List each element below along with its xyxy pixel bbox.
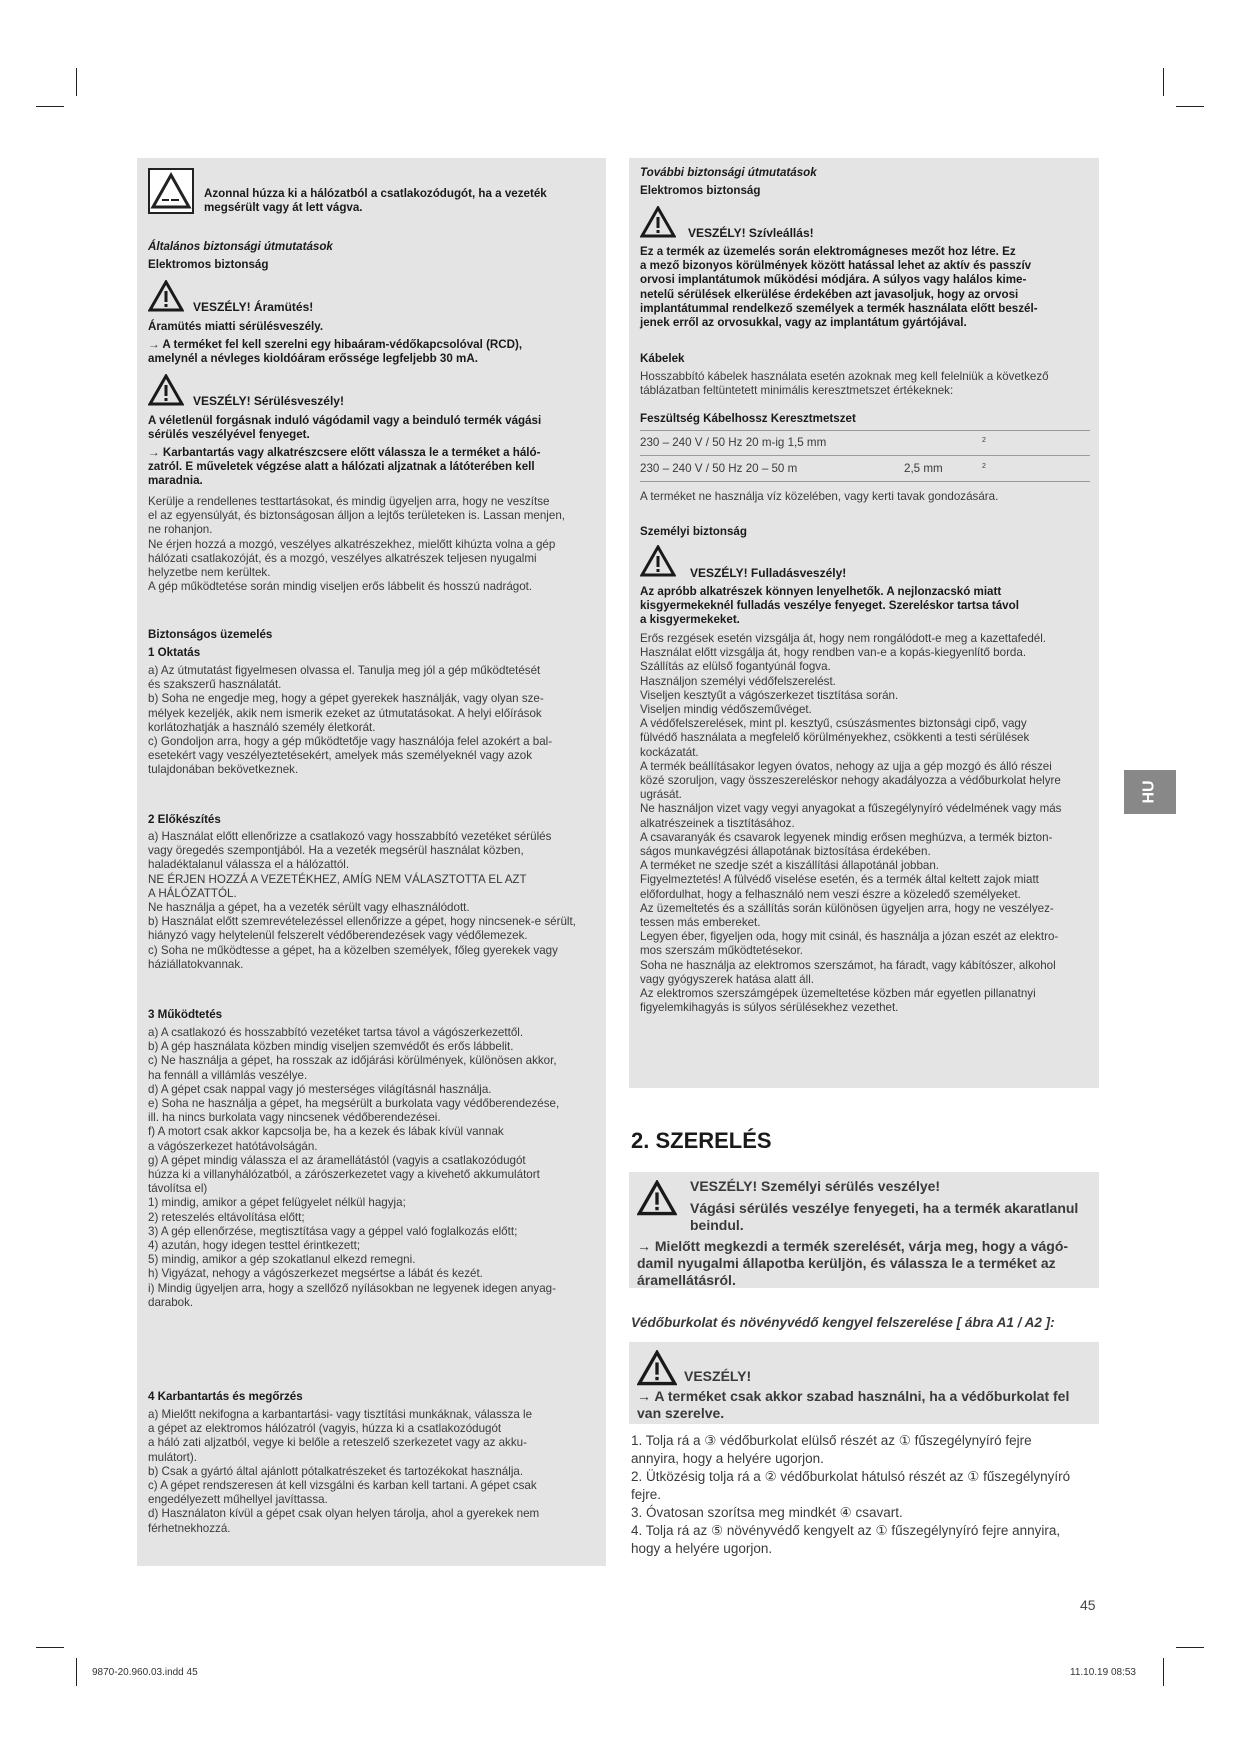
warning-triangle-icon xyxy=(148,374,184,406)
crop-mark xyxy=(1176,1647,1204,1648)
page-number: 45 xyxy=(1080,1597,1096,1613)
table-row-1: 230 – 240 V / 50 Hz 20 m-ig 1,5 mm xyxy=(640,436,827,449)
section-4-heading: 4 Karbantartás és megőrzés xyxy=(148,1390,303,1403)
general-text: Kerülje a rendellenes testtartásokat, és mindig ügyeljen arra, hogy ne veszítse el az egyensúlyát, és biztonságosan álljon a lejtős területeken is. Lassan menjen, ne rohanjon. Ne érjen hozzá a mozgó, veszélyes alkatrészekhez, mielőtt kihúzta volna a gép hálózati csatlakozóját, és a mozgó, veszélyes alkatrészek teljesen nyugalmi helyzetbe nem kerültek. A gép működtetése során mindig viseljen erős lábbelit és hosszú nadrágot. xyxy=(148,495,565,594)
danger-choke-text: Az apróbb alkatrészek könnyen lenyelhetők. A nejlonzacskó miatt kisgyermekeknél fulladás veszélye fenyeget. Szereléskor tartsa távol a kisgyermekeket. xyxy=(640,585,1019,627)
warning-triangle-icon xyxy=(640,206,676,238)
cables-heading: Kábelek xyxy=(640,352,685,365)
section-3-heading: 3 Működtetés xyxy=(148,1008,223,1021)
crop-mark xyxy=(1163,1658,1164,1686)
further-safety-heading: További biztonsági útmutatások xyxy=(640,166,817,179)
warning-triangle-icon xyxy=(637,1180,677,1216)
superscript-2: 2 xyxy=(982,437,986,444)
unplug-warning-icon xyxy=(148,168,194,214)
table-row-2-b: 2,5 mm xyxy=(904,462,943,475)
guard-heading: Védőburkolat és növényvédő kengyel felszerelése [ ábra A1 / A2 ]: xyxy=(631,1315,1055,1330)
section-3-text: a) A csatlakozó és hosszabbító vezetéket tartsa távol a vágószerkezettől. b) A gép használata közben mindig viseljen szemvédőt és erős lábbelit. c) Ne használja a gépet, ha rosszak az időjárási körülmények, különösen akkor, ha fennáll a villámlás veszélye. d) A gépet csak nappal vagy jó mesterséges világításnál használja. e) Soha ne használja a gépet, ha megsérült a burkolata vagy védőberendezése, ill. ha nincs burkolata vagy nincsenek védőberendezései. f) A motort csak akkor kapcsolja be, ha a kezek és lábak kívül vannak a vágószerkezet hatótávolságán. g) A gépet mindig válassza el az áramellátástól (vagyis a csatlakozódugót húzza ki a villanyhálózatból, a zárószerkezetet vagy a kivehető akkumulátort távolítsa el) 1) mindig, amikor a gépet felügyelet nélkül hagyja; 2) reteszelés eltávolítása előtt; 3) A gép ellenőrzése, megtisztítása vagy a géppel való foglalkozás előtt; 4) azután, hogy idegen testtel érintkezett; 5) mindig, amikor a gép szokatlanul elkezd remegni. h) Vigyázat, nehogy a vágószerkezet megsértse a lábát és kezét. i) Mindig ügyeljen arra, hogy a szellőző nyílásokban ne legyenek idegen anyag- darabok. xyxy=(148,1026,560,1309)
table-rule xyxy=(640,430,1090,431)
danger-injury-point: → Karbantartás vagy alkatrészcsere előtt válassza le a terméket a háló- zatról. E műveletek végzése alatt a hálózati aljzatnak a látóterében kell maradnia. xyxy=(148,446,541,488)
danger-shock-title: VESZÉLY! Áramütés! xyxy=(193,300,314,314)
safe-operation-heading: Biztonságos üzemelés xyxy=(148,628,273,641)
warning-triangle-icon xyxy=(637,1350,677,1386)
crop-mark xyxy=(76,1658,77,1686)
guard-danger-point: → A terméket csak akkor szabad használni, ha a védőburkolat fel van szerelve. xyxy=(637,1388,1070,1421)
personal-safety-heading: Személyi biztonság xyxy=(640,525,747,538)
crop-mark xyxy=(36,106,64,107)
danger-heart-title: VESZÉLY! Szívleállás! xyxy=(688,226,814,240)
cables-text: Hosszabbító kábelek használata esetén azoknak meg kell felelniük a következő táblázatban feltüntetett minimális keresztmetszet értékeknek: xyxy=(640,370,1049,398)
assembly-heading: 2. SZERELÉS xyxy=(631,1128,772,1153)
table-row-2-a: 230 – 240 V / 50 Hz 20 – 50 m xyxy=(640,462,798,475)
assembly-danger-title: VESZÉLY! Személyi sérülés veszélye! xyxy=(690,1178,941,1194)
assembly-steps: 1. Tolja rá a ③ védőburkolat elülső részét az ① fűszegélynyíró fejre annyira, hogy a helyére ugorjon. 2. Ütközésig tolja rá a ② védőburkolat hátulsó részét az ① fűszegélynyíró fejre. 3. Óvatosan szorítsa meg mindkét ④ csavart. 4. Tolja rá az ⑤ növényvédő kengyelt az ① fűszegélynyíró fejre annyira, hogy a helyére ugorjon. xyxy=(631,1433,1071,1556)
crop-mark xyxy=(1176,106,1204,107)
section-2-text: a) Használat előtt ellenőrizze a csatlakozó vagy hosszabbító vezetéket sérülés vagy öregedés szempontjából. Ha a vezeték megsérül használat közben, haladéktalanul válassza el a hálózattól. NE ÉRJEN HOZZÁ A VEZETÉKHEZ, AMÍG NEM VÁLASZTOTTA EL AZT A HÁLÓZATTÓL. Ne használja a gépet, ha a vezeték sérült vagy elhasználódott. b) Használat előtt szemrevételezéssel ellenőrizze a gépet, hogy nincsenek-e sérült, hiányzó vagy helytelenül felszerelt védőberendezések vagy védőlemezek. c) Soha ne működtesse a gépet, ha a közelben személyek, főleg gyerekek vagy háziállatokvannak. xyxy=(148,830,576,971)
danger-shock-text: Áramütés miatti sérülésveszély. xyxy=(148,320,324,333)
right-electrical-heading: Elektromos biztonság xyxy=(640,184,761,197)
warning-triangle-icon xyxy=(640,545,676,577)
unplug-warning-text: Azonnal húzza ki a hálózatból a csatlakozódugót, ha a vezeték megsérült vagy át lett vágva. xyxy=(204,187,547,215)
general-safety-heading: Általános biztonsági útmutatások xyxy=(148,240,333,253)
section-1-text: a) Az útmutatást figyelmesen olvassa el. Tanulja meg jól a gép működtetését és szakszerű használatát. b) Soha ne engedje meg, hogy a gépet gyerekek használják, vagy olyan sze- mélyek kezeljék, akik nem ismerik ezeket az útmutatásokat. A helyi előírások korlátozhatják a használó személy életkorát. c) Gondoljon arra, hogy a gép működtetője vagy használója felel azokért a bal- esetekért vagy veszélyeztetésekért, amelyek más személyeknél vagy azok tulajdonában bekövetkeznek. xyxy=(148,664,553,777)
section-1-heading: 1 Oktatás xyxy=(148,646,201,659)
superscript-2: 2 xyxy=(982,463,986,470)
danger-heart-text: Ez a termék az üzemelés során elektromágneses mezőt hoz létre. Ez a mező bizonyos körülmények között hatással lehet az aktív és passzív orvosi implantátumok működési módjára. A súlyos vagy halálos kime- netelű sérülések elkerülése érdekében azt javasoljuk, hogy az orvosi implantátummal rendelkező személyek a termék használata előtt beszél- jenek erről az orvosukkal, vagy az implantátum gyártójával. xyxy=(640,245,1038,330)
language-tab: HU xyxy=(1124,770,1176,814)
assembly-danger-point: → Mielőtt megkezdi a termék szerelését, várja meg, hogy a vágó- damil nyugalmi állapotba kerüljön, és válassza le a terméket az áramellátásról. xyxy=(637,1238,1069,1288)
warning-triangle-icon xyxy=(148,280,184,312)
danger-shock-point: → A terméket fel kell szerelni egy hibaáram-védőkapcsolóval (RCD), amelynél a névleges kioldóáram erőssége legfeljebb 30 mA. xyxy=(148,338,523,366)
assembly-danger-text: Vágási sérülés veszélye fenyegeti, ha a termék akaratlanul beindul. xyxy=(690,1200,1079,1233)
section-2-heading: 2 Előkészítés xyxy=(148,813,221,826)
footer-file: 9870-20.960.03.indd 45 xyxy=(92,1667,198,1678)
guard-danger-title: VESZÉLY! xyxy=(684,1368,752,1384)
table-header: Feszültség Kábelhossz Keresztmetszet xyxy=(640,412,856,425)
water-text: A terméket ne használja víz közelében, vagy kerti tavak gondozására. xyxy=(640,490,999,503)
danger-injury-text: A véletlenül forgásnak induló vágódamil vagy a beinduló termék vágási sérülés veszélyével fenyeget. xyxy=(148,414,542,442)
personal-safety-text: Erős rezgések esetén vizsgálja át, hogy nem rongálódott-e meg a kazettafedél. Használat előtt vizsgálja át, hogy rendben van-e a kopás-kiegyenlítő borda. Szállítás az elülső fogantyúnál fogva. Használjon személyi védőfelszerelést. Viseljen kesztyűt a vágószerkezet tisztítása során. Viseljen mindig védőszeművéget. A védőfelszerelések, mint pl. kesztyű, csúszásmentes biztonsági cipő, vagy fülvédő használata a megfelelő körülményekhez, csökkenti a testi sérülések kockázatát. A termék beállításakor legyen óvatos, nehogy az ujja a gép mozgó és álló részei közé szoruljon, vagy összeszereléskor nehogy akadályozza a védőburkolat helyre ugrását. Ne használjon vizet vagy vegyi anyagokat a fűszegélynyíró védelmének vagy más alkatrészeinek a tisztításához. A csavaranyák és csavarok legyenek mindig erősen meghúzva, a termék bizton- ságos munkavégzési állapotának biztosítása érdekében. A terméket ne szedje szét a kiszállítási állapotánál jobban. Figyelmeztetés! A fülvédő viselése esetén, és a termék által keltett zajok miatt előfordulhat, hogy a felhasználó nem veszi észre a közeledő személyeket. Az üzemeltetés és a szállítás során különösen ügyeljen arra, hogy ne veszélyez- tessen más embereket. Legyen éber, figyeljen oda, hogy mit csinál, és használja a józan eszét az elektro- mos szerszám működtetésekor. Soha ne használja az elektromos szerszámot, ha fáradt, vagy kábítószer, alkohol vagy gyógyszerek hatása alatt áll. Az elektromos szerszámgépek üzemeltetése közben már egyetlen pillanatnyi figyelemkihagyás is súlyos sérülésekhez vezethet. xyxy=(640,632,1062,1015)
crop-mark xyxy=(36,1647,64,1648)
electrical-safety-heading: Elektromos biztonság xyxy=(148,258,269,271)
footer-date: 11.10.19 08:53 xyxy=(1070,1667,1136,1678)
crop-mark xyxy=(1163,68,1164,96)
table-rule xyxy=(640,455,1090,456)
danger-injury-title: VESZÉLY! Sérülésveszély! xyxy=(193,394,344,408)
section-4-text: a) Mielőtt nekifogna a karbantartási- vagy tisztítási munkáknak, válassza le a gépet az elektromos hálózatról (vagyis, húzza ki a csatlakozódugót a háló zati aljzatból, vegye ki belőle a reteszelő szerkezetet vagy az akku- mulátort). b) Csak a gyártó által ajánlott pótalkatrészeket és tartozékokat használja. c) A gépet rendszeresen át kell vizsgálni és karban kell tartani. A gépet csak engedélyezett műhellyel javíttassa. d) Használaton kívül a gépet csak olyan helyen tárolja, ahol a gyerekek nem férhetnekhozzá. xyxy=(148,1408,540,1535)
crop-mark xyxy=(76,68,77,96)
danger-choke-title: VESZÉLY! Fulladásveszély! xyxy=(690,566,847,580)
table-rule xyxy=(640,481,1090,482)
